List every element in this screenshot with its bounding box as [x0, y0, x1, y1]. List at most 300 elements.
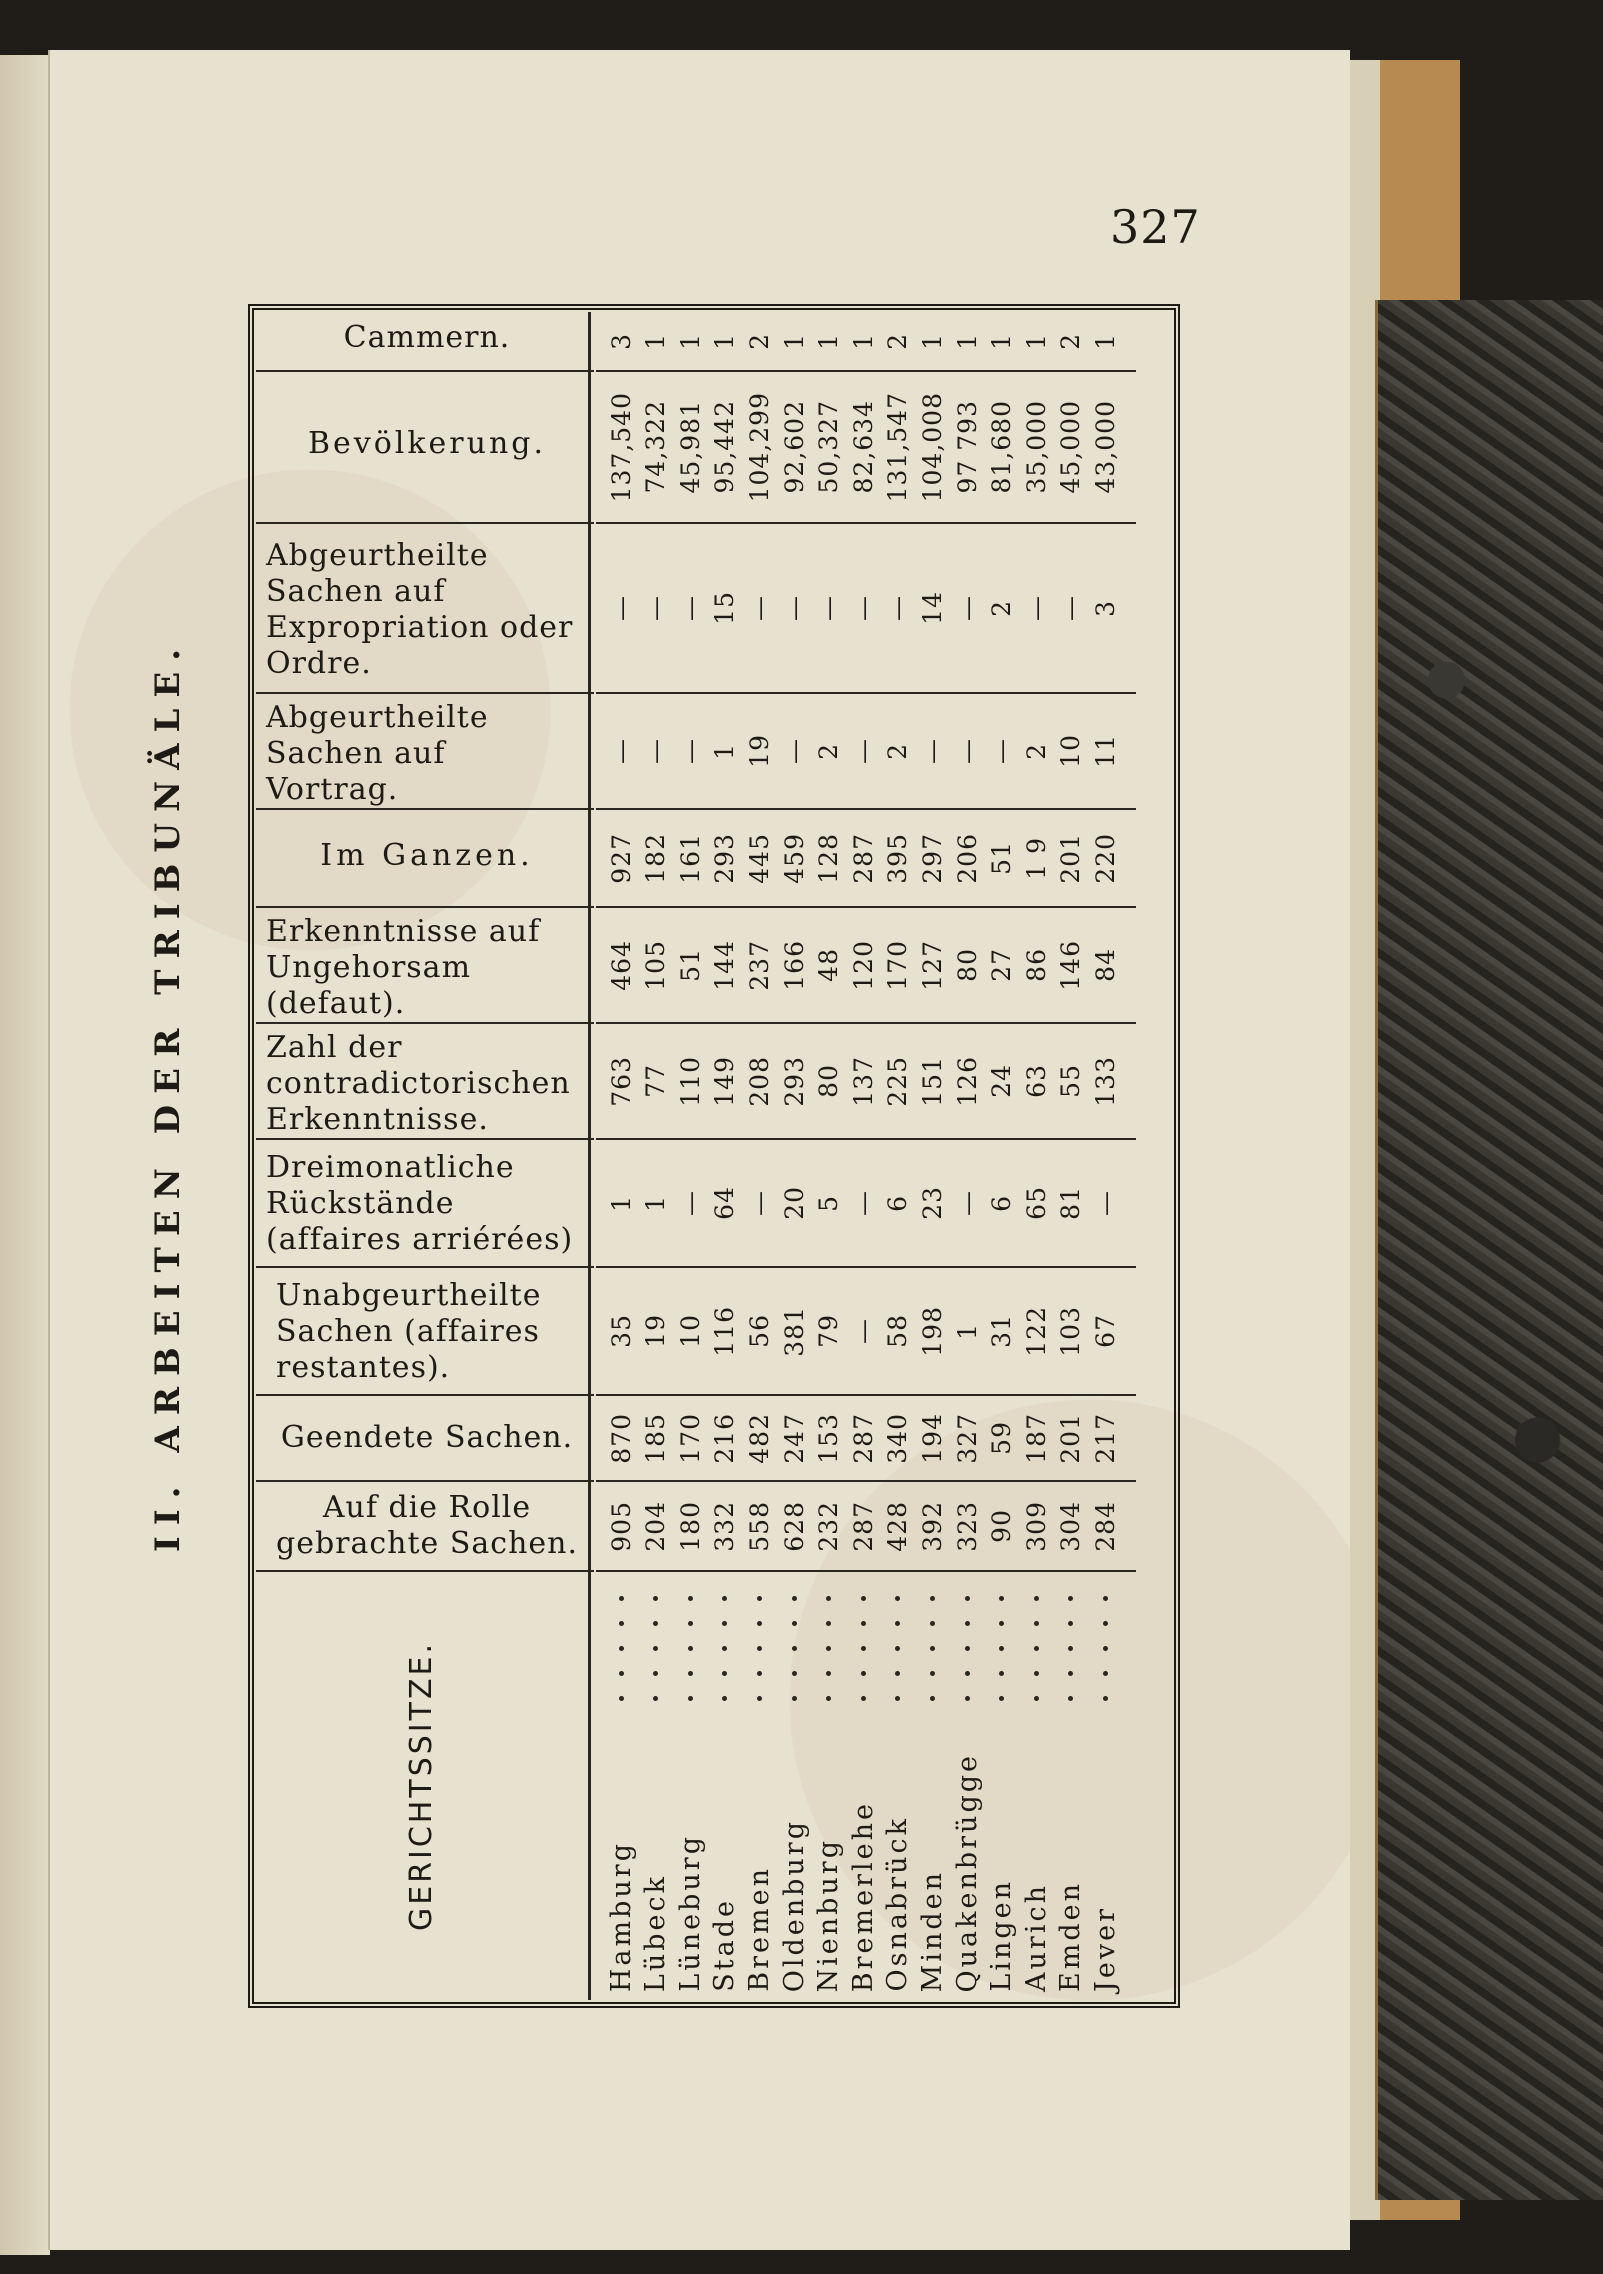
court-seat-name: Minden	[916, 1869, 948, 1992]
table-cell	[1019, 810, 1053, 906]
cell-value: 220	[1090, 832, 1120, 884]
court-seats-heading-cell	[256, 1572, 586, 2000]
cell-value: 56	[744, 1314, 774, 1348]
cell-value: —	[641, 738, 671, 764]
cell-value: 459	[779, 832, 809, 884]
table-cell	[1019, 908, 1053, 1022]
column-divider	[588, 312, 591, 1572]
cell-value: 45,000	[1056, 400, 1086, 494]
leader-dots	[881, 1596, 915, 1846]
cell-value: 10	[1056, 734, 1086, 768]
leader-dots	[985, 1596, 1019, 1846]
cell-value: 51	[987, 841, 1017, 875]
table-cell	[777, 908, 811, 1022]
cell-value: —	[952, 1190, 982, 1216]
table-cell	[742, 694, 776, 808]
data-row	[596, 1024, 1136, 1140]
table-cell	[846, 810, 880, 906]
table-cell	[985, 694, 1019, 808]
table-cell	[812, 524, 846, 692]
table-cell	[708, 1140, 742, 1266]
row-label: Zahl der contradictorischen Erkenntnisse.	[266, 1030, 571, 1137]
table-cell	[673, 1482, 707, 1570]
cell-value: 77	[641, 1064, 671, 1098]
data-row	[596, 810, 1136, 908]
table-cell	[1088, 1024, 1122, 1138]
cell-value: 127	[917, 939, 947, 991]
table-cell	[950, 810, 984, 906]
table-cell	[708, 908, 742, 1022]
row-label: Cammern.	[343, 320, 511, 355]
table-cell	[1054, 312, 1088, 370]
cell-value: 2	[1056, 332, 1086, 350]
table-cell	[673, 810, 707, 906]
cell-value: 27	[987, 948, 1017, 982]
table-cell	[1019, 1268, 1053, 1394]
court-seat	[846, 1582, 880, 1992]
court-seat-name: Lüneburg	[674, 1834, 706, 1992]
table-cell	[1054, 372, 1088, 522]
cell-value: —	[848, 738, 878, 764]
table-cell	[985, 312, 1019, 370]
row-label: Erkenntnisse auf Ungehorsam (defaut).	[266, 914, 541, 1021]
cell-value: 1	[952, 332, 982, 350]
table-cell	[604, 1140, 638, 1266]
cell-value: 293	[710, 832, 740, 884]
court-seat	[1088, 1582, 1122, 1992]
cell-value: 201	[1056, 832, 1086, 884]
cell-value: 19	[744, 734, 774, 768]
table-cell	[846, 372, 880, 522]
table-cell	[812, 1024, 846, 1138]
table-cell	[708, 524, 742, 692]
table-cell	[777, 1268, 811, 1394]
cell-value: 332	[710, 1500, 740, 1552]
row-label: Auf die Rolle gebrachte Sachen.	[275, 1490, 579, 1561]
table-row	[256, 1482, 594, 1572]
table-cell	[639, 524, 673, 692]
table-cell	[812, 1140, 846, 1266]
cell-value: 1	[710, 332, 740, 350]
cell-value: 84	[1090, 948, 1120, 982]
cell-value: 206	[952, 832, 982, 884]
table-row	[256, 524, 594, 694]
table-cell	[881, 1396, 915, 1480]
table-cell	[673, 1396, 707, 1480]
cell-value: 137,540	[606, 391, 636, 503]
table-cell	[1088, 1268, 1122, 1394]
cell-value: 247	[779, 1412, 809, 1464]
cell-value: 5	[814, 1194, 844, 1212]
table-cell	[673, 1268, 707, 1394]
table-cell	[604, 694, 638, 808]
table-cell	[639, 312, 673, 370]
court-seat	[708, 1582, 742, 1992]
table-cell	[1088, 1396, 1122, 1480]
table-cell	[881, 372, 915, 522]
cell-value: 323	[952, 1500, 982, 1552]
table-cell	[639, 1268, 673, 1394]
table-cell	[1054, 1268, 1088, 1394]
cell-value: 2	[883, 332, 913, 350]
cell-value: 185	[641, 1412, 671, 1464]
leader-dots	[639, 1596, 673, 1846]
table-cell	[846, 1140, 880, 1266]
row-label: Abgeurtheilte Sachen auf Vortrag.	[266, 700, 489, 807]
table-cell	[673, 372, 707, 522]
table-cell	[1019, 694, 1053, 808]
data-row	[596, 694, 1136, 810]
cell-value: —	[744, 595, 774, 621]
cell-value: —	[1090, 1190, 1120, 1216]
cell-value: 126	[952, 1055, 982, 1107]
cell-value: 67	[1090, 1314, 1120, 1348]
cell-value: 327	[952, 1412, 982, 1464]
cell-value: 1	[814, 332, 844, 350]
table-cell	[985, 908, 1019, 1022]
table-cell	[812, 810, 846, 906]
cell-value: 284	[1090, 1500, 1120, 1552]
data-row	[596, 524, 1136, 694]
table-cell	[846, 694, 880, 808]
row-label: Geendete Sachen.	[280, 1420, 574, 1455]
data-row	[596, 312, 1136, 372]
court-seat-name: Jever	[1089, 1906, 1121, 1992]
cell-value: 50,327	[814, 400, 844, 494]
table-cell	[915, 694, 949, 808]
cell-value: 122	[1021, 1305, 1051, 1357]
court-seat-name: Hamburg	[605, 1840, 637, 1992]
table-cell	[1019, 1482, 1053, 1570]
court-seat	[777, 1582, 811, 1992]
cell-value: 1	[641, 1194, 671, 1212]
table-cell	[742, 1396, 776, 1480]
table-cell	[1088, 1482, 1122, 1570]
table-cell	[604, 1482, 638, 1570]
cell-value: 59	[987, 1421, 1017, 1455]
court-seat-name: Bremen	[743, 1866, 775, 1992]
cell-value: 2	[814, 742, 844, 760]
cell-value: —	[1021, 595, 1051, 621]
leader-dots	[604, 1596, 638, 1846]
cell-value: 103	[1056, 1305, 1086, 1357]
cell-value: 51	[675, 948, 705, 982]
cell-value: 340	[883, 1412, 913, 1464]
cell-value: 293	[779, 1055, 809, 1107]
table-cell	[1054, 694, 1088, 808]
cell-value: 1	[606, 1194, 636, 1212]
table-cell	[812, 1268, 846, 1394]
table-cell	[812, 908, 846, 1022]
cell-value: —	[675, 1190, 705, 1216]
data-row	[596, 372, 1136, 524]
cell-value: 201	[1056, 1412, 1086, 1464]
table-cell	[881, 810, 915, 906]
cell-value: —	[779, 738, 809, 764]
cell-value: 381	[779, 1305, 809, 1357]
table-cell	[846, 524, 880, 692]
cell-value: 55	[1056, 1064, 1086, 1098]
table-cell	[742, 312, 776, 370]
cell-value: 161	[675, 832, 705, 884]
cell-value: 48	[814, 948, 844, 982]
table-cell	[1019, 372, 1053, 522]
cell-value: 43,000	[1090, 400, 1120, 494]
cell-value: 392	[917, 1500, 947, 1552]
cell-value: 287	[848, 1412, 878, 1464]
table-cell	[1054, 908, 1088, 1022]
cell-value: 309	[1021, 1500, 1051, 1552]
cell-value: 151	[917, 1055, 947, 1107]
table-cell	[1088, 312, 1122, 370]
leader-dots	[673, 1596, 707, 1846]
cell-value: 3	[606, 332, 636, 350]
cell-value: 45,981	[675, 400, 705, 494]
table-cell	[742, 908, 776, 1022]
cell-value: 194	[917, 1412, 947, 1464]
table-cell	[915, 524, 949, 692]
cell-value: —	[1056, 595, 1086, 621]
cell-value: 104,008	[917, 391, 947, 503]
table-cell	[812, 372, 846, 522]
table-cell	[985, 524, 1019, 692]
court-seats-section	[256, 1572, 1136, 2000]
table-cell	[708, 372, 742, 522]
table-cell	[742, 1024, 776, 1138]
table-cell	[777, 694, 811, 808]
table-cell	[881, 312, 915, 370]
table-cell	[985, 1268, 1019, 1394]
cell-value: 23	[917, 1186, 947, 1220]
cell-value: 149	[710, 1055, 740, 1107]
cell-value: 90	[987, 1509, 1017, 1543]
table-cell	[604, 1024, 638, 1138]
cell-value: 1	[779, 332, 809, 350]
table-cell	[1088, 694, 1122, 808]
table-row	[256, 1024, 594, 1140]
table-cell	[777, 1482, 811, 1570]
table-cell	[881, 1140, 915, 1266]
table-cell	[1088, 524, 1122, 692]
table-cell	[985, 372, 1019, 522]
table-cell	[950, 1396, 984, 1480]
court-seat-name: Nienburg	[813, 1837, 845, 1992]
table-cell	[881, 908, 915, 1022]
table-cell	[1054, 1482, 1088, 1570]
table-cell	[673, 1140, 707, 1266]
cell-value: 82,634	[848, 400, 878, 494]
cell-value: 65	[1021, 1186, 1051, 1220]
cell-value: 287	[848, 1500, 878, 1552]
cell-value: 86	[1021, 948, 1051, 982]
cell-value: 14	[917, 591, 947, 625]
table-cell	[708, 694, 742, 808]
cell-value: 74,322	[641, 400, 671, 494]
facing-page-edge	[0, 55, 50, 2255]
table-cell	[1054, 810, 1088, 906]
table-cell	[604, 524, 638, 692]
cell-value: 558	[744, 1500, 774, 1552]
court-seat-name: Quakenbrügge	[951, 1752, 983, 1992]
cell-value: 297	[917, 832, 947, 884]
table-cell	[915, 1482, 949, 1570]
table-cell	[846, 1396, 880, 1480]
cell-value: 482	[744, 1412, 774, 1464]
table-cell	[708, 1268, 742, 1394]
cell-value: 31	[987, 1314, 1017, 1348]
court-seat	[604, 1582, 638, 1992]
table-cell	[604, 1396, 638, 1480]
cell-value: 35	[606, 1314, 636, 1348]
table-cell	[812, 1482, 846, 1570]
table-cell	[1088, 908, 1122, 1022]
table-cell	[950, 1268, 984, 1394]
court-seat	[1054, 1582, 1088, 1992]
cell-value: 153	[814, 1412, 844, 1464]
court-seat	[639, 1582, 673, 1992]
table-cell	[708, 1396, 742, 1480]
table-cell	[673, 908, 707, 1022]
cell-value: 1 9	[1021, 836, 1051, 880]
table-cell	[950, 908, 984, 1022]
court-seat	[915, 1582, 949, 1992]
table-cell	[985, 1024, 1019, 1138]
cell-value: 166	[779, 939, 809, 991]
cell-value: 1	[1021, 332, 1051, 350]
cell-value: —	[606, 595, 636, 621]
table-cell	[777, 810, 811, 906]
cell-value: 131,547	[883, 391, 913, 503]
table-cell	[950, 372, 984, 522]
cell-value: 1	[848, 332, 878, 350]
table-cell	[604, 372, 638, 522]
cell-value: 180	[675, 1500, 705, 1552]
cell-value: 445	[744, 832, 774, 884]
cell-value: 1	[641, 332, 671, 350]
table-cell	[915, 1024, 949, 1138]
cell-value: 10	[675, 1314, 705, 1348]
cell-value: 225	[883, 1055, 913, 1107]
cell-value: 1	[710, 742, 740, 760]
table-row	[256, 1140, 594, 1268]
table-cell	[1088, 1140, 1122, 1266]
table-cell	[1019, 524, 1053, 692]
table-cell	[1088, 372, 1122, 522]
court-seat-name: Oldenburg	[778, 1818, 810, 1992]
table-cell	[777, 1396, 811, 1480]
table-row	[256, 372, 594, 524]
table-cell	[881, 1268, 915, 1394]
table-cell	[915, 810, 949, 906]
row-label: Bevölkerung.	[307, 426, 547, 461]
row-label: Dreimonatliche Rückstände (affaires arriérées)	[266, 1150, 574, 1257]
table-cell	[673, 312, 707, 370]
table-cell	[604, 810, 638, 906]
cell-value: —	[883, 595, 913, 621]
table-cell	[950, 312, 984, 370]
cell-value: 92,602	[779, 400, 809, 494]
table-cell	[915, 372, 949, 522]
table-cell	[742, 1268, 776, 1394]
cell-value: 628	[779, 1500, 809, 1552]
table-row	[256, 312, 594, 372]
cell-value: —	[675, 595, 705, 621]
court-seat-name: Lübeck	[640, 1873, 672, 1992]
cell-value: 304	[1056, 1500, 1086, 1552]
cell-value: 464	[606, 939, 636, 991]
cell-value: —	[952, 738, 982, 764]
court-seat-name: Aurich	[1020, 1883, 1052, 1992]
page-number: 327	[1110, 200, 1201, 254]
cell-value: 198	[917, 1305, 947, 1357]
table-cell	[846, 908, 880, 1022]
cell-value: —	[952, 595, 982, 621]
cell-value: 104,299	[744, 391, 774, 503]
table-cell	[1054, 524, 1088, 692]
cell-value: —	[987, 738, 1017, 764]
table-row	[256, 694, 594, 810]
table-cell	[846, 312, 880, 370]
cell-value: 2	[987, 599, 1017, 617]
cell-value: 133	[1090, 1055, 1120, 1107]
table-cell	[777, 1024, 811, 1138]
cell-value: 15	[710, 591, 740, 625]
table-cell	[812, 312, 846, 370]
table-cell	[777, 524, 811, 692]
table-cell	[915, 1268, 949, 1394]
cell-value: 144	[710, 939, 740, 991]
cell-value: 146	[1056, 939, 1086, 991]
table-cell	[673, 694, 707, 808]
table-cell	[950, 694, 984, 808]
cell-value: 6	[883, 1194, 913, 1212]
table-cell	[1019, 312, 1053, 370]
cell-value: 97 793	[952, 400, 982, 494]
cell-value: 20	[779, 1186, 809, 1220]
cell-value: 905	[606, 1500, 636, 1552]
cell-value: 110	[675, 1055, 705, 1107]
table-cell	[742, 1482, 776, 1570]
cell-value: 187	[1021, 1412, 1051, 1464]
leader-dots	[1054, 1596, 1088, 1846]
row-label: Unabgeurtheilte Sachen (affaires restantes).	[276, 1278, 542, 1385]
cell-value: 216	[710, 1412, 740, 1464]
table-cell	[742, 524, 776, 692]
table-cell	[604, 1268, 638, 1394]
court-seat	[985, 1582, 1019, 1992]
leader-dots	[915, 1596, 949, 1846]
table-cell	[742, 1140, 776, 1266]
running-title: II. ARBEITEN DER TRIBUNÄLE.	[148, 637, 188, 1553]
cell-value: 1	[675, 332, 705, 350]
table-cell	[639, 694, 673, 808]
cell-value: 24	[987, 1064, 1017, 1098]
cell-value: 81,680	[987, 400, 1017, 494]
table-cell	[915, 312, 949, 370]
table-cell	[673, 524, 707, 692]
cell-value: 1	[917, 332, 947, 350]
court-seat	[950, 1582, 984, 1992]
table-cell	[915, 1140, 949, 1266]
table-cell	[1019, 1140, 1053, 1266]
court-seat	[881, 1582, 915, 1992]
cell-value: —	[848, 1190, 878, 1216]
cell-value: 19	[641, 1314, 671, 1348]
table-cell	[639, 1140, 673, 1266]
row-label: Abgeurtheilte Sachen auf Expropriation oder Ordre.	[266, 538, 574, 681]
leader-dots	[1088, 1596, 1122, 1846]
leader-dots	[812, 1596, 846, 1846]
